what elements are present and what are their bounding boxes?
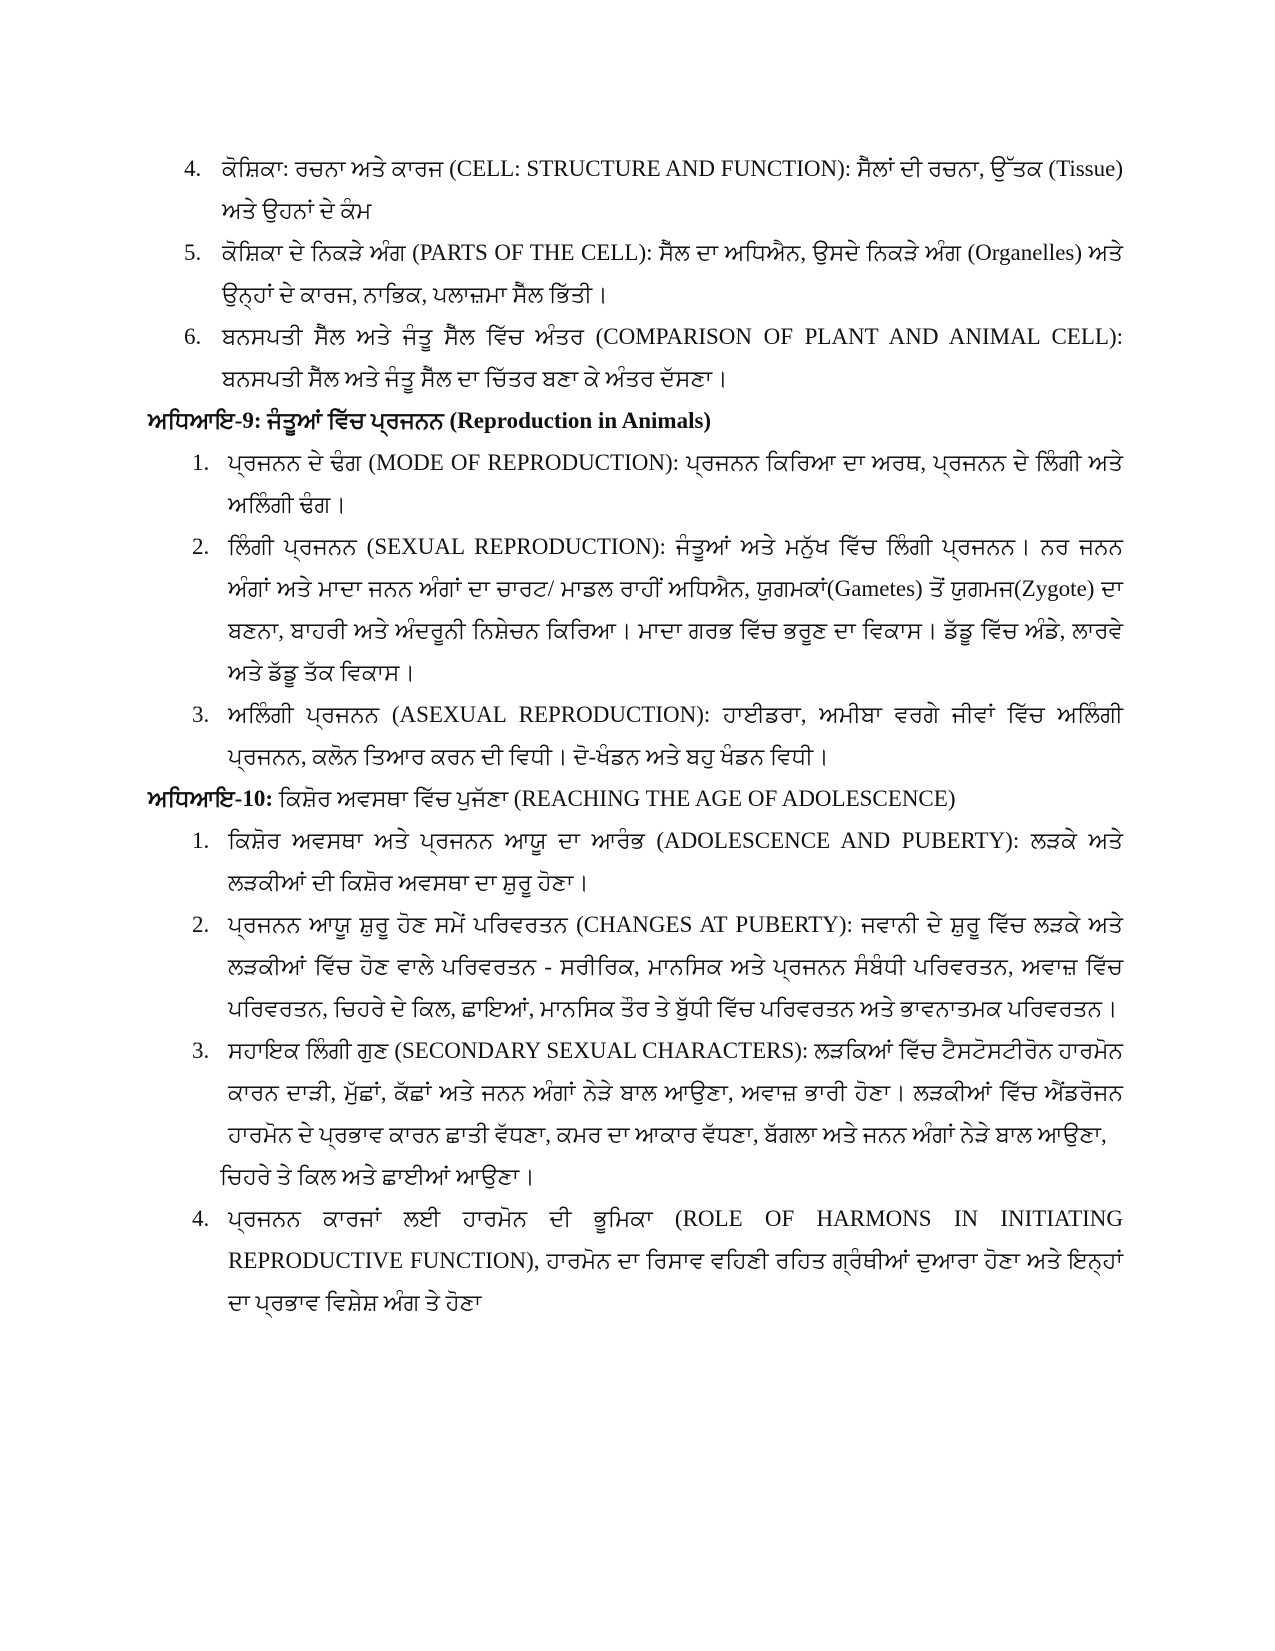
item-text: ਪ੍ਰਜਨਨ ਆਯੂ ਸ਼ੁਰੂ ਹੋਣ ਸਮੇਂ ਪਰਿਵਰਤਨ (CHANGES AT PUBERTY): ਜਵਾਨੀ ਦੇ ਸ਼ੁਰੂ ਵਿੱਚ ਲੜਕੇ ਅਤੇ ਲੜਕੀਆਂ ਵਿੱਚ ਹੋਣ ਵਾਲੇ ਪਰਿਵਰਤਨ - ਸਰੀਰਿਕ, ਮਾਨਸਿਕ ਅਤੇ ਪ੍ਰਜਨਨ ਸੰਬੰਧੀ ਪਰਿਵਰਤਨ, ਅਵਾਜ਼ ਵਿੱਚ ਪਰਿਵਰਤਨ, ਚਿਹਰੇ ਦੇ ਕਿਲ, ਛਾਇਆਂ, ਮਾਨਸਿਕ ਤੌਰ ਤੇ ਬੁੱਧੀ ਵਿੱਚ ਪਰਿਵਰਤਨ ਅਤੇ ਭਾਵਨਾਤਮਕ ਪਰਿਵਰਤਨ। (228, 912, 1123, 1021)
item-number: 2. (192, 534, 210, 559)
list-item (148, 442, 1123, 526)
list-item (148, 694, 1123, 778)
item-number: 1. (192, 828, 210, 853)
item-number: 1. (192, 450, 210, 475)
item-number: 5. (184, 240, 202, 265)
list-item (148, 820, 1123, 904)
item-number: 6. (184, 324, 202, 349)
chapter-10-heading (148, 778, 1123, 820)
chapter-10-label: ਅਧਿਆਇ-10: (148, 786, 274, 811)
list-item (148, 1198, 1123, 1324)
item-text: ਅਲਿੰਗੀ ਪ੍ਰਜਨਨ (ASEXUAL REPRODUCTION): ਹਾਈਡਰਾ, ਅਮੀਬਾ ਵਰਗੇ ਜੀਵਾਂ ਵਿੱਚ ਅਲਿੰਗੀ ਪ੍ਰਜਨਨ, ਕਲੋਨ ਤਿਆਰ ਕਰਨ ਦੀ ਵਿਧੀ। ਦੋ-ਖੰਡਨ ਅਤੇ ਬਹੁ ਖੰਡਨ ਵਿਧੀ। (228, 702, 1123, 769)
item-text: ਕੋਸ਼ਿਕਾ ਦੇ ਨਿਕੜੇ ਅੰਗ (PARTS OF THE CELL): ਸੈੱਲ ਦਾ ਅਧਿਐਨ, ਉਸਦੇ ਨਿਕੜੇ ਅੰਗ (Organelles) ਅਤੇ ਉਨ੍ਹਾਂ ਦੇ ਕਾਰਜ, ਨਾਭਿਕ, ਪਲਾਜ਼ਮਾ ਸੈੱਲ ਭਿੱਤੀ। (222, 240, 1123, 307)
cell-topics-list (148, 148, 1123, 400)
item-continuation: ਚਿਹਰੇ ਤੇ ਕਿਲ ਅਤੇ ਛਾਈਆਂ ਆਉਣਾ। (220, 1164, 535, 1189)
chapter-9-label: ਅਧਿਆਇ-9: ਜੰਤੂਆਂ ਵਿੱਚ ਪ੍ਰਜਨਨ (148, 408, 444, 433)
item-text: ਕੋਸ਼ਿਕਾ: ਰਚਨਾ ਅਤੇ ਕਾਰਜ (CELL: STRUCTURE AND FUNCTION): ਸੈੱਲਾਂ ਦੀ ਰਚਨਾ, ਉੱਤਕ (Tissue) ਅਤੇ ਉਹਨਾਂ ਦੇ ਕੰਮ (222, 156, 1123, 223)
reproduction-topics-list (148, 442, 1123, 778)
list-item (148, 526, 1123, 694)
item-text: ਬਨਸਪਤੀ ਸੈੱਲ ਅਤੇ ਜੰਤੂ ਸੈੱਲ ਵਿੱਚ ਅੰਤਰ (COMPARISON OF PLANT AND ANIMAL CELL): ਬਨਸਪਤੀ ਸੈੱਲ ਅਤੇ ਜੰਤੂ ਸੈੱਲ ਦਾ ਚਿੱਤਰ ਬਣਾ ਕੇ ਅੰਤਰ ਦੱਸਣਾ। (222, 324, 1123, 391)
item-number: 3. (192, 702, 210, 727)
item-number: 4. (192, 1206, 210, 1231)
item-text: ਲਿੰਗੀ ਪ੍ਰਜਨਨ (SEXUAL REPRODUCTION): ਜੰਤੂਆਂ ਅਤੇ ਮਨੁੱਖ ਵਿੱਚ ਲਿੰਗੀ ਪ੍ਰਜਨਨ। ਨਰ ਜਨਨ ਅੰਗਾਂ ਅਤੇ ਮਾਦਾ ਜਨਨ ਅੰਗਾਂ ਦਾ ਚਾਰਟ/ ਮਾਡਲ ਰਾਹੀਂ ਅਧਿਐਨ, ਯੁਗਮਕਾਂ(Gametes) ਤੋਂ ਯੁਗਮਜ(Zygote) ਦਾ ਬਣਨਾ, ਬਾਹਰੀ ਅਤੇ ਅੰਦਰੂਨੀ ਨਿਸ਼ੇਚਨ ਕਿਰਿਆ। ਮਾਦਾ ਗਰਭ ਵਿੱਚ ਭਰੂਣ ਦਾ ਵਿਕਾਸ। ਡੱਡੂ ਵਿੱਚ ਅੰਡੇ, ਲਾਰਵੇ ਅਤੇ ਡੱਡੂ ਤੱਕ ਵਿਕਾਸ। (228, 534, 1123, 685)
chapter-9-title: (Reproduction in Animals) (449, 408, 712, 433)
adolescence-topics-list (148, 820, 1123, 1324)
list-item (148, 1030, 1123, 1198)
list-item (148, 232, 1123, 316)
syllabus-content (148, 148, 1123, 1324)
list-item (148, 316, 1123, 400)
chapter-10-title: ਕਿਸ਼ੋਰ ਅਵਸਥਾ ਵਿੱਚ ਪੁਜੱਣਾ (REACHING THE AGE OF ADOLESCENCE) (278, 786, 956, 811)
list-item (148, 148, 1123, 232)
item-text: ਸਹਾਇਕ ਲਿੰਗੀ ਗੁਣ (SECONDARY SEXUAL CHARACTERS): ਲੜਕਿਆਂ ਵਿੱਚ ਟੈਸਟੋਸਟੀਰੋਨ ਹਾਰਮੋਨ ਕਾਰਨ ਦਾੜੀ, ਮੁੱਛਾਂ, ਕੱਛਾਂ ਅਤੇ ਜਨਨ ਅੰਗਾਂ ਨੇੜੇ ਬਾਲ ਆਉਣਾ, ਅਵਾਜ਼ ਭਾਰੀ ਹੋਣਾ। ਲੜਕੀਆਂ ਵਿੱਚ ਐਂਡਰੋਜਨ ਹਾਰਮੋਨ ਦੇ ਪ੍ਰਭਾਵ ਕਾਰਨ ਛਾਤੀ ਵੱਧਣਾ, ਕਮਰ ਦਾ ਆਕਾਰ ਵੱਧਣਾ, ਬੱਗਲਾ ਅਤੇ ਜਨਨ ਅੰਗਾਂ ਨੇੜੇ ਬਾਲ ਆਉਣਾ, (228, 1038, 1123, 1147)
item-text: ਪ੍ਰਜਨਨ ਦੇ ਢੰਗ (MODE OF REPRODUCTION): ਪ੍ਰਜਨਨ ਕਿਰਿਆ ਦਾ ਅਰਥ, ਪ੍ਰਜਨਨ ਦੇ ਲਿੰਗੀ ਅਤੇ ਅਲਿੰਗੀ ਢੰਗ। (228, 450, 1123, 517)
item-text: ਕਿਸ਼ੋਰ ਅਵਸਥਾ ਅਤੇ ਪ੍ਰਜਨਨ ਆਯੂ ਦਾ ਆਰੰਭ (ADOLESCENCE AND PUBERTY): ਲੜਕੇ ਅਤੇ ਲੜਕੀਆਂ ਦੀ ਕਿਸ਼ੋਰ ਅਵਸਥਾ ਦਾ ਸ਼ੁਰੂ ਹੋਣਾ। (228, 828, 1123, 895)
item-text: ਪ੍ਰਜਨਨ ਕਾਰਜਾਂ ਲਈ ਹਾਰਮੋਨ ਦੀ ਭੂਮਿਕਾ (ROLE OF HARMONS IN INITIATING REPRODUCTIVE FUNCTION), ਹਾਰਮੋਨ ਦਾ ਰਿਸਾਵ ਵਹਿਣੀ ਰਹਿਤ ਗ੍ਰੰਥੀਆਂ ਦੁਆਰਾ ਹੋਣਾ ਅਤੇ ਇਨ੍ਹਾਂ ਦਾ ਪ੍ਰਭਾਵ ਵਿਸ਼ੇਸ਼ ਅੰਗ ਤੇ ਹੋਣਾ (228, 1206, 1123, 1315)
chapter-9-heading (148, 400, 1123, 442)
list-item (148, 904, 1123, 1030)
item-number: 2. (192, 912, 210, 937)
item-number: 4. (184, 156, 202, 181)
item-number: 3. (192, 1038, 210, 1063)
